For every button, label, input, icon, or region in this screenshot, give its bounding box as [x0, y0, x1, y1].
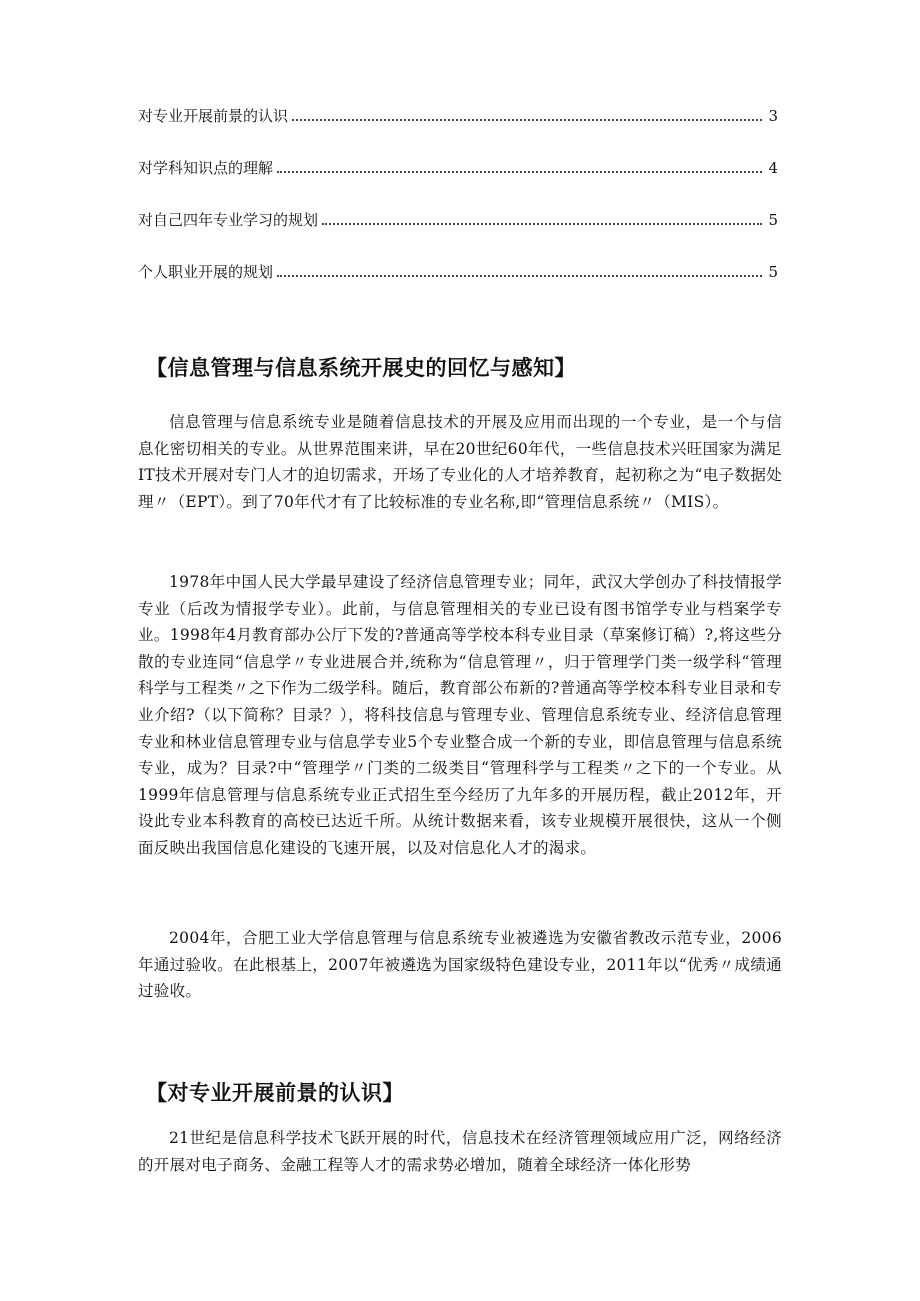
section-heading-prospect: 【对专业开展前景的认识】 — [146, 1081, 404, 1105]
toc-entry-page: 3 — [768, 107, 778, 125]
prospect-paragraph-1: 21世纪是信息科学技术飞跃开展的时代，信息技术在经济管理领域应用广泛，网络经济的开展对电子商务、金融工程等人才的需求势必增加，随着全球经济一体化形势 — [138, 1129, 782, 1174]
toc-entry-label: 对专业开展前景的认识 — [138, 107, 289, 125]
section-heading-history: 【信息管理与信息系统开展史的回忆与感知】 — [146, 356, 576, 380]
toc-leader-dots — [322, 223, 762, 225]
toc-entry-label: 对学科知识点的理解 — [138, 159, 274, 177]
toc-entry-label: 对自己四年专业学习的规划 — [138, 211, 319, 229]
history-paragraph-2: 1978年中国人民大学最早建设了经济信息管理专业；同年，武汉大学创办了科技情报学专业（后改为情报学专业）。此前，与信息管理相关的专业已设有图书馆学专业与档案学专业。1998年4月教育部办公厅下发的?普通高等学校本科专业目录（草案修订稿）?,将这些分散的专业连同“信息学〃专业进展合并,统称为“信息管理〃，归于管理学门类一级学科“管理科学与工程类〃之下作为二级学科。随后，教育部公布新的?普通高等学校本科专业目录和专业介绍?（以下简称？目录？），将科技信息与管理专业、管理信息系统专业、经济信息管理专业和林业信息管理专业与信息学专业5个专业整合成一个新的专业，即信息管理与信息系统专业，成为？目录?中“管理学〃门类的二级类目“管理科学与工程类〃之下的一个专业。从1999年信息管理与信息系统专业正式招生至今经历了九年多的开展历程，截止2012年，开设此专业本科教育的高校已达近千所。从统计数据来看，该专业规模开展很快，这从一个侧面反映出我国信息化建设的飞速开展，以及对信息化人才的渴求。 — [138, 573, 782, 857]
toc-entry[interactable] — [138, 210, 778, 230]
toc-leader-dots — [277, 171, 762, 173]
toc-entry-page: 4 — [768, 159, 778, 177]
toc-entry[interactable] — [138, 106, 778, 126]
history-paragraph-3: 2004年，合肥工业大学信息管理与信息系统专业被遴选为安徽省教改示范专业，2006年通过验收。在此根基上，2007年被遴选为国家级特色建设专业，2011年以“优秀〃成绩通过验收。 — [138, 929, 782, 1001]
table-of-contents — [138, 106, 778, 314]
toc-entry-page: 5 — [768, 263, 778, 281]
toc-entry[interactable] — [138, 262, 778, 282]
toc-leader-dots — [277, 275, 762, 277]
toc-leader-dots — [292, 119, 762, 121]
toc-entry-label: 个人职业开展的规划 — [138, 263, 274, 281]
toc-entry[interactable] — [138, 158, 778, 178]
toc-entry-page: 5 — [768, 211, 778, 229]
history-paragraph-1: 信息管理与信息系统专业是随着信息技术的开展及应用而出现的一个专业，是一个与信息化密切相关的专业。从世界范围来讲，早在20世纪60年代，一些信息技术兴旺国家为满足IT技术开展对专门人才的迫切需求，开场了专业化的人才培养教育，起初称之为“电子数据处理〃（EPT）。到了70年代才有了比较标准的专业名称,即“管理信息系统〃（MIS）。 — [138, 413, 782, 511]
